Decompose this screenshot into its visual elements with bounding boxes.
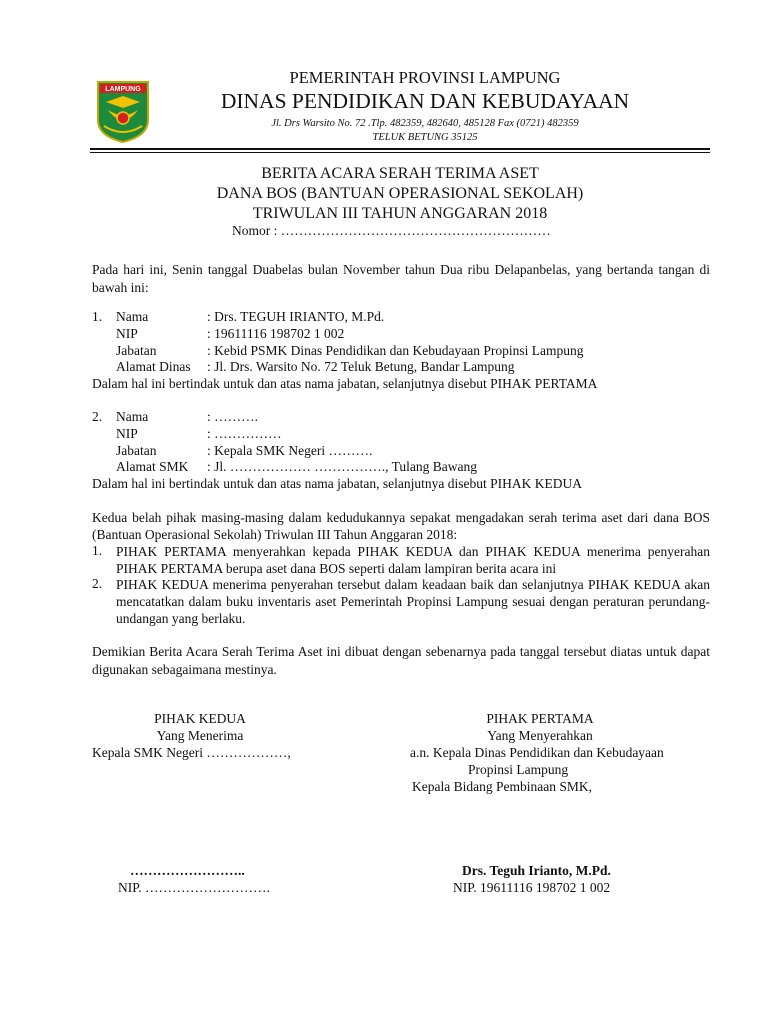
agreement-item2-text: PIHAK KEDUA menerima penyerahan tersebut dalam keadaan baik dan selanjutnya PIHAK KEDUA akan mencatatkan dalam buku inventaris aset Pemerintah Propinsi Lampung sesuai dengan peraturan perundang-undangan yang berlaku. (116, 577, 710, 626)
party1-name-value: : Drs. TEGUH IRIANTO, M.Pd. (207, 309, 385, 324)
right-party-label: PIHAK PERTAMA (486, 711, 594, 726)
doc-title-line1: BERITA ACARA SERAH TERIMA ASET (261, 165, 539, 182)
party1-statement: Dalam hal ini bertindak untuk dan atas nama jabatan, selanjutnya disebut PIHAK PERTAMA (92, 376, 598, 391)
left-party-label: PIHAK KEDUA (154, 711, 246, 726)
letterhead-rule-thin (90, 152, 710, 153)
agreement-item2-number: 2. (92, 576, 103, 591)
left-party-position: Kepala SMK Negeri ………………, (92, 745, 291, 760)
closing-paragraph: Demikian Berita Acara Serah Terima Aset ini dibuat dengan sebenarnya pada tanggal tersebut diatas untuk dapat digunakan sebagaimana mestinya. (92, 644, 710, 677)
party2-nip-value: : …………… (207, 426, 282, 441)
letterhead-rule-thick (90, 148, 710, 150)
left-party-name: …………………….. (130, 863, 245, 878)
party1-address-label: Alamat Dinas (116, 359, 191, 374)
agreement-item1-text: PIHAK PERTAMA menyerahkan kepada PIHAK KEDUA dan PIHAK KEDUA menerima penyerahan PIHAK PERTAMA berupa aset dana BOS seperti dalam lampiran berita acara ini (116, 544, 710, 576)
party2-position-value: : Kepala SMK Negeri ………. (207, 443, 373, 458)
party2-nip-label: NIP (116, 426, 138, 441)
party1-nip-label: NIP (116, 326, 138, 341)
party2-address-value: : Jl. ……………… ……………., Tulang Bawang (207, 459, 478, 474)
right-party-position1: a.n. Kepala Dinas Pendidikan dan Kebudayaan (410, 745, 664, 760)
party1-position-value: : Kebid PSMK Dinas Pendidikan dan Kebudayaan Propinsi Lampung (207, 343, 584, 358)
lampung-emblem-icon (96, 80, 150, 144)
party2-number: 2. (92, 409, 103, 424)
kop-city: TELUK BETUNG 35125 (372, 132, 478, 143)
right-party-position2: Propinsi Lampung (468, 762, 569, 777)
left-party-nip: NIP. ………………………. (118, 880, 270, 895)
agreement-item1-number: 1. (92, 543, 103, 558)
right-party-role: Yang Menyerahkan (487, 728, 593, 743)
party2-name-label: Nama (116, 409, 149, 424)
party2-name-value: : ………. (207, 409, 259, 424)
left-party-role: Yang Menerima (156, 728, 244, 743)
party1-position-label: Jabatan (116, 343, 157, 358)
agreement-intro: Kedua belah pihak masing-masing dalam kedudukannya sepakat mengadakan serah terima aset dari dana BOS (Bantuan Operasional Sekolah) Triwulan III Tahun Anggaran 2018: (92, 510, 710, 542)
right-party-name: Drs. Teguh Irianto, M.Pd. (462, 863, 611, 878)
kop-agency: DINAS PENDIDIKAN DAN KEBUDAYAAN (220, 89, 630, 113)
party1-number: 1. (92, 309, 103, 324)
party1-name-label: Nama (116, 309, 149, 324)
party1-address-value: : Jl. Drs. Warsito No. 72 Teluk Betung, Bandar Lampung (207, 359, 515, 374)
opening-paragraph: Pada hari ini, Senin tanggal Duabelas bulan November tahun Dua ribu Delapanbelas, yang bertanda tangan di bawah ini: (92, 262, 710, 295)
right-party-nip: NIP. 19611116 198702 1 002 (453, 880, 611, 895)
logo-text: LAMPUNG (105, 86, 141, 93)
doc-title-line3: TRIWULAN III TAHUN ANGGARAN 2018 (252, 205, 548, 222)
party1-nip-value: : 19611116 198702 1 002 (207, 326, 345, 341)
kop-address: Jl. Drs Warsito No. 72 .Tlp. 482359, 482640, 485128 Fax (0721) 482359 (271, 118, 579, 129)
right-party-position3: Kepala Bidang Pembinaan SMK, (412, 779, 592, 794)
doc-title-line2: DANA BOS (BANTUAN OPERASIONAL SEKOLAH) (216, 185, 584, 202)
party2-statement: Dalam hal ini bertindak untuk dan atas nama jabatan, selanjutnya disebut PIHAK KEDUA (92, 476, 583, 491)
party2-position-label: Jabatan (116, 443, 157, 458)
party2-address-label: Alamat SMK (116, 459, 189, 474)
kop-government: PEMERINTAH PROVINSI LAMPUNG (289, 68, 561, 87)
doc-number: Nomor : …………………………………………………… (232, 223, 551, 238)
